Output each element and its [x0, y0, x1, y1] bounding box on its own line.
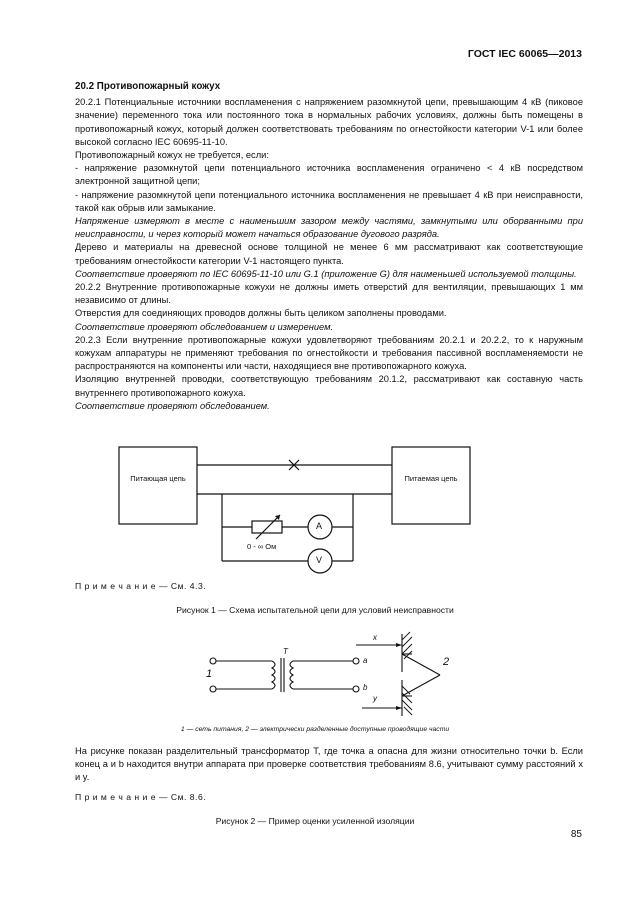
supply-circuit-box [119, 447, 197, 524]
paragraph: Изоляцию внутренней проводки, соответствующую требованиям 20.1.2, рассматривают как составную часть внутреннего противопожарного кожуха. [75, 374, 583, 398]
ammeter-label: A [316, 521, 323, 531]
label-a: a [363, 656, 368, 665]
load-circuit-box [392, 447, 470, 524]
label-T: T [283, 647, 288, 656]
figure-2-description: На рисунке показан разделительный трансформатор T, где точка a опасна для жизни относительно точки b. Если конец a и b находится внутри аппарата при проверке соответствия требованиям 8.6, учитывают сумму расстояний x и y. [75, 746, 583, 783]
figure-2-note: П р и м е ч а н и е — См. 8.6. [75, 792, 207, 802]
voltmeter-label: V [316, 555, 323, 565]
paragraph-italic: Соответствие проверяют обследованием и измерением. [75, 321, 334, 332]
label-x: x [373, 633, 377, 642]
section-content [75, 80, 583, 413]
label-2: 2 [443, 656, 450, 668]
label-1: 1 [206, 668, 213, 680]
load-circuit-label: Питаемая цепь [404, 474, 458, 483]
paragraph: 20.2.2 Внутренние противопожарные кожухи не должны иметь отверстий для вентиляции, превышающих 1 мм независимо от длины. [75, 282, 583, 306]
terminal-a [353, 658, 359, 664]
paragraph: 20.2.1 Потенциальные источники воспламенения с напряжением разомкнутой цепи, превышающим 4 кВ (пиковое значение) переменного тока или постоянного тока в нормальных рабочих условиях, должны быть помещены в противопожарный кожух, который должен соответствовать требованиям по огнестойкости категории V-1 или более высокой согласно IEC 60695-11-10. [75, 97, 583, 147]
section-title: 20.2 Противопожарный кожух [75, 81, 221, 92]
paragraph-italic: Соответствие проверяют по IEC 60695-11-10 или G.1 (приложение G) для наименьшей используемой толщины. [75, 268, 577, 279]
page-number: 85 [570, 829, 582, 840]
paragraph: Дерево и материалы на древесной основе толщиной не менее 6 мм рассматривают как соответствующие требованиям огнестойкости категории V-1 настоящего пункта. [75, 242, 583, 266]
terminal [210, 686, 216, 692]
paragraph: Противопожарный кожух не требуется, если: [75, 150, 269, 161]
variable-resistor [252, 521, 282, 533]
paragraph-italic: Соответствие проверяют обследованием. [75, 400, 270, 411]
supply-circuit-label: Питающая цепь [130, 474, 186, 483]
figure-1-note: П р и м е ч а н и е — См. 4.3. [75, 581, 207, 591]
label-b: b [363, 683, 368, 692]
figure-1-caption: Рисунок 1 — Схема испытательной цепи для условий неисправности [176, 605, 454, 615]
paragraph: - напряжение разомкнутой цепи потенциального источника воспламенения ограничено < 4 кВ посредством электронной защитной цепи; [75, 163, 583, 187]
paragraph: - напряжение разомкнутой цепи потенциального источника воспламенения не превышает 4 кВ при неисправности, такой как обрыв или замыкание. [75, 189, 583, 213]
terminal [210, 658, 216, 664]
figure-2-legend: 1 — сеть питания, 2 — электрически разделенные доступные проводящие части [180, 726, 450, 733]
document-header: ГОСТ IEC 60065—2013 [467, 48, 582, 60]
figure-2-caption: Рисунок 2 — Пример оценки усиленной изоляции [215, 816, 415, 826]
paragraph: Отверстия для соединяющих проводов должны быть целиком заполнены проводами. [75, 308, 447, 319]
resistor-label: 0 - ∞ Ом [247, 542, 277, 551]
paragraph-italic: Напряжение измеряют в месте с наименьшим зазором между частями, замкнутыми или оборванными при неисправности, и через который может начаться образование дугового разряда. [75, 216, 583, 240]
paragraph: 20.2.3 Если внутренние противопожарные кожухи удовлетворяют требованиям 20.2.1 и 20.2.2, то к наружным кожухам аппаратуры не применяют требования по огнестойкости и требования пассивной воспламеняемости не распространяются на компоненты или части, находящиеся вне противопожарного кожуха. [75, 334, 583, 372]
terminal-b [353, 686, 359, 692]
label-y: y [373, 694, 377, 703]
